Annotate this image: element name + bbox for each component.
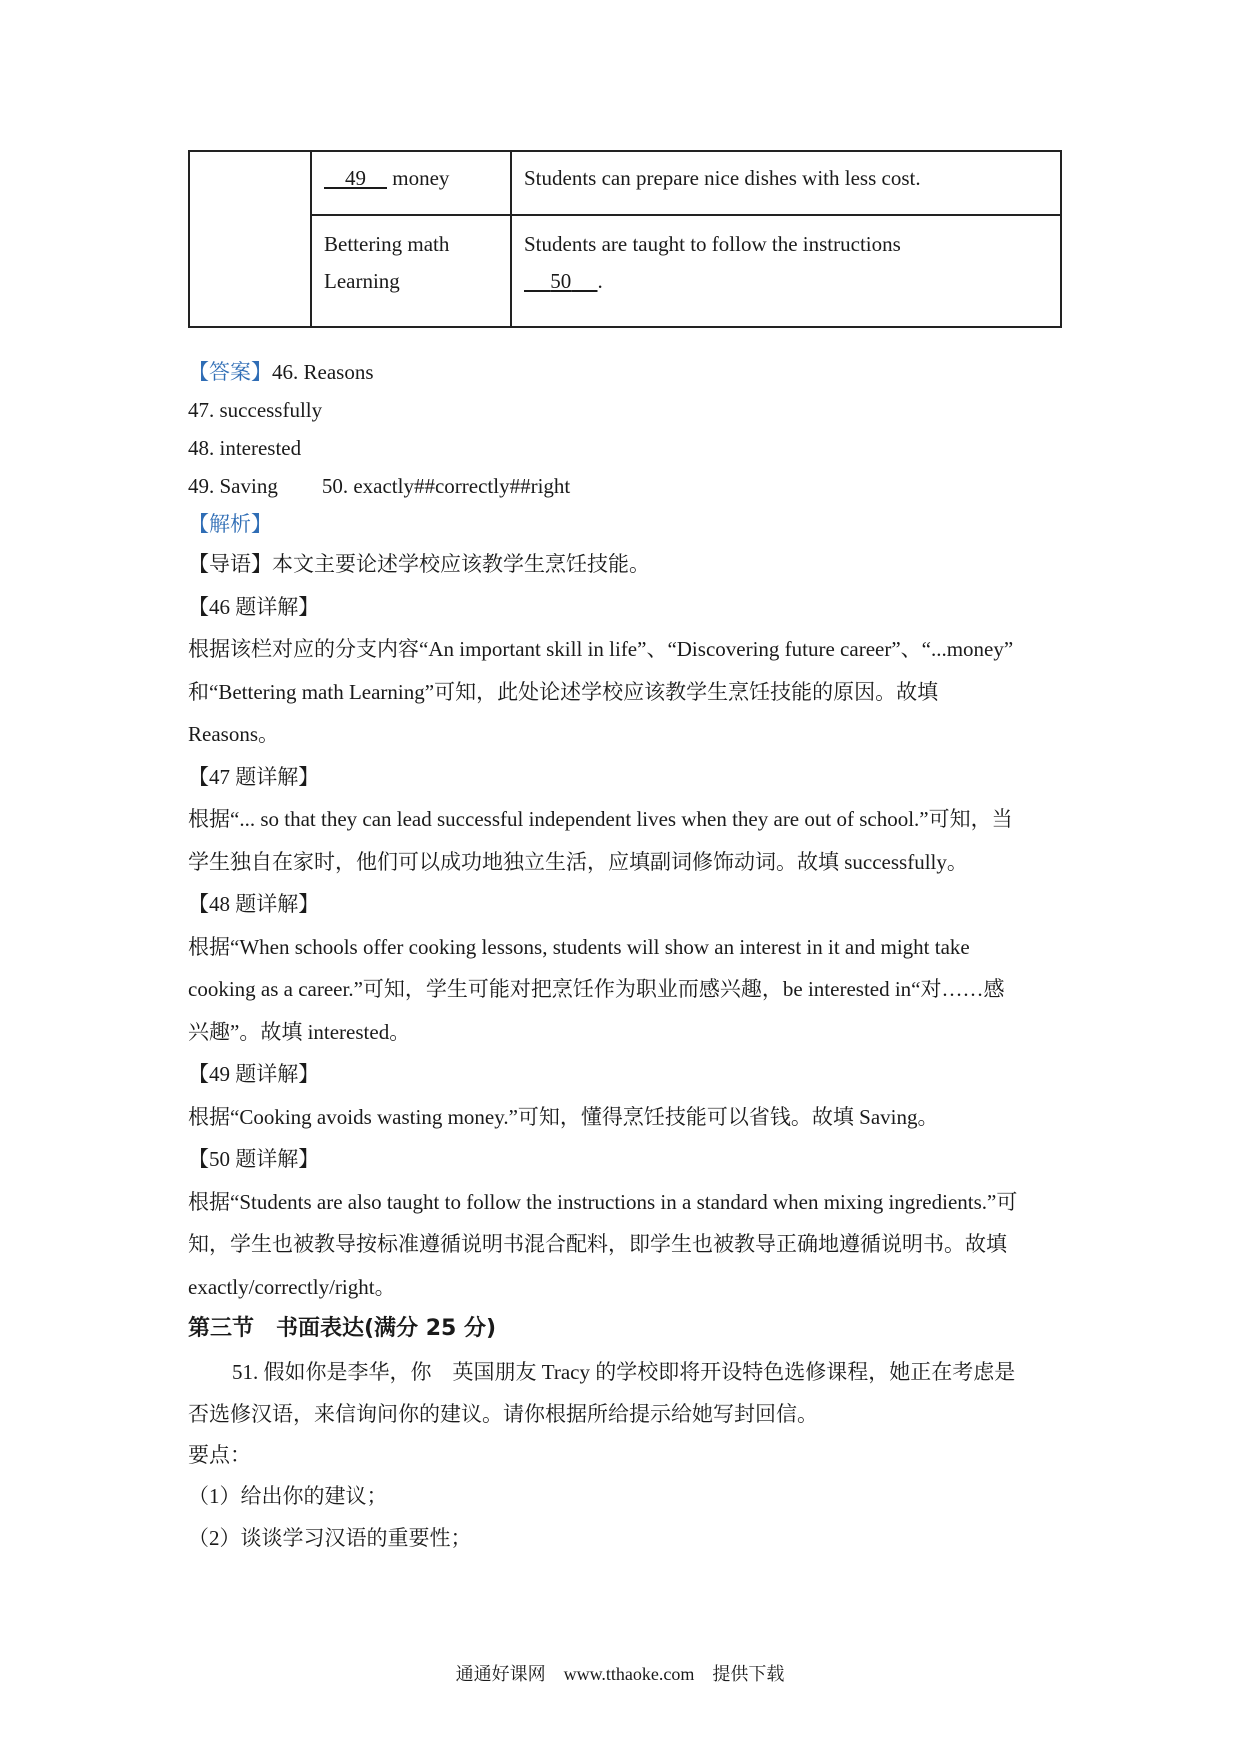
page-footer: 通通好课网 www.tthaoke.com 提供下载 — [455, 1664, 785, 1684]
table-row — [189, 151, 1061, 215]
row2-desc-end: . — [597, 269, 603, 293]
q51-line: 否选修汉语，来信询问你的建议。请你根据所给提示给她写封回信。 — [188, 1402, 818, 1426]
q48-line: cooking as a career.”可知，学生可能对把烹饪作为职业而感兴趣，be interested in“对……感 — [188, 977, 1005, 1001]
answer-48: 48. interested — [188, 436, 302, 460]
row1-label: money — [392, 166, 450, 190]
q47-line: 根据“... so that they can lead successful independent lives when they are out of school.”可知，当 — [188, 807, 1013, 831]
answer-table — [188, 150, 1062, 328]
q50-line: 根据“Students are also taught to follow the instructions in a standard when mixing ingredients.”可 — [188, 1189, 1018, 1214]
row2-desc-line1: Students are taught to follow the instructions — [524, 232, 901, 256]
blank-50-number: 50 — [550, 269, 572, 293]
q49-line: 根据“Cooking avoids wasting money.”可知，懂得烹饪技能可以省钱。故填 Saving。 — [188, 1104, 939, 1129]
q48-line: 兴趣”。故填 interested。 — [188, 1019, 411, 1044]
point-2: （2）谈谈学习汉语的重要性； — [188, 1526, 472, 1550]
points-title: 要点： — [188, 1442, 251, 1467]
row2-label-line2: Learning — [324, 269, 400, 293]
q46-line: 根据该栏对应的分支内容“An important skill in life”、“Discovering future career”、“...money” — [188, 637, 1014, 661]
q48-line: 根据“When schools offer cooking lessons, students will show an interest in it and might take — [188, 934, 970, 959]
analysis-tag: 【解析】 — [188, 512, 272, 536]
answer-49: 49. Saving — [188, 474, 278, 498]
table-cell-label — [311, 215, 511, 327]
answer-47: 47. successfully — [188, 398, 323, 422]
q48-title: 【48 题详解】 — [188, 892, 320, 916]
table-empty-cell — [189, 151, 311, 327]
q50-line: 知，学生也被教导按标准遵循说明书混合配料，即学生也被教导正确地遵循说明书。故填 — [188, 1232, 1007, 1256]
table-row — [189, 215, 1061, 327]
q47-line: 学生独自在家时，他们可以成功地独立生活，应填副词修饰动词。故填 successfully。 — [188, 849, 968, 874]
answer-tag: 【答案】 — [188, 360, 272, 384]
q46-line: 和“Bettering math Learning”可知，此处论述学校应该教学生烹饪技能的原因。故填 — [188, 679, 939, 704]
q51-line: 51. 假如你是李华，你 英国朋友 Tracy 的学校即将开设特色选修课程，她正在考虑是 — [232, 1359, 1016, 1384]
q50-line: exactly/correctly/right。 — [188, 1274, 396, 1299]
row1-desc: Students can prepare nice dishes with less cost. — [524, 166, 921, 190]
table-cell-desc — [511, 215, 1061, 327]
q46-line: Reasons。 — [188, 722, 279, 746]
q49-title: 【49 题详解】 — [188, 1062, 320, 1086]
table-cell-desc — [511, 151, 1061, 215]
point-1: （1）给出你的建议； — [188, 1483, 388, 1508]
answer-line-49-50 — [188, 467, 1062, 505]
row2-desc-line2 — [524, 263, 1048, 300]
row2-label-line1: Bettering math — [324, 232, 450, 256]
answer-50: 50. exactly##correctly##right — [321, 474, 571, 498]
q46-title: 【46 题详解】 — [188, 594, 320, 619]
q50-title: 【50 题详解】 — [188, 1147, 320, 1171]
table-cell-label — [311, 151, 511, 215]
q47-title: 【47 题详解】 — [188, 764, 320, 789]
answer-line — [188, 353, 1062, 391]
blank-49-number: 49 — [345, 166, 366, 190]
blank-50 — [524, 263, 598, 300]
answer-46: 46. Reasons — [272, 360, 374, 384]
answer-content — [188, 353, 1062, 1560]
section3-heading: 第三节 书面表达(满分 25 分) — [188, 1316, 497, 1341]
intro-text: 【导语】本文主要论述学校应该教学生烹饪技能。 — [188, 552, 650, 576]
blank-49 — [324, 152, 387, 204]
